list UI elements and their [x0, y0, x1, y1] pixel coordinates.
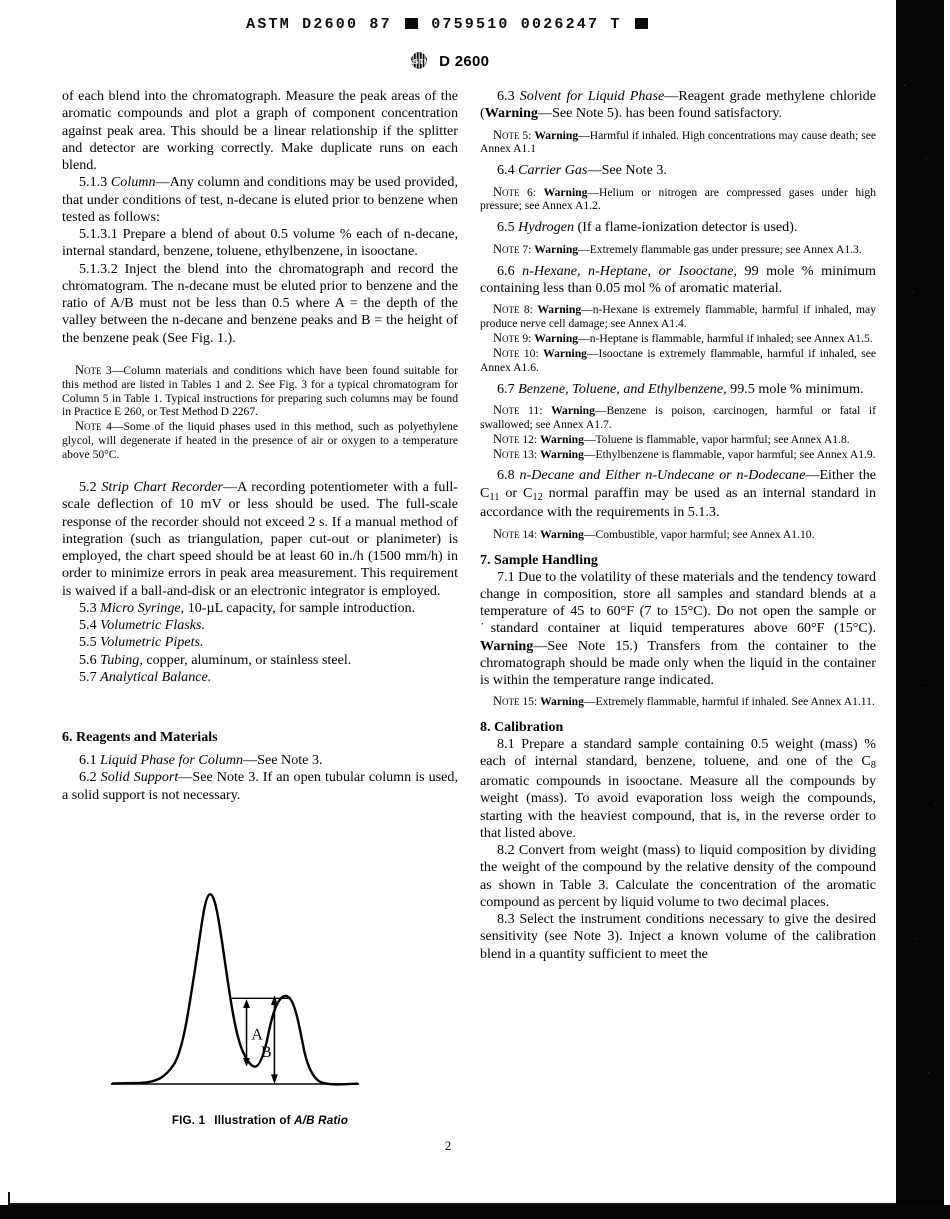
- warning-keyword: Warning: [540, 432, 584, 446]
- note-label: Note: [493, 345, 520, 360]
- heading-8-calibration: 8. Calibration: [480, 720, 564, 736]
- section-body: —See Note 3. If an open tubular column is used, a solid support is not necessary.: [62, 769, 458, 803]
- warning-keyword: Warning: [484, 105, 538, 122]
- note-label: Note: [75, 362, 102, 377]
- microfilm-block-icon: [405, 18, 418, 29]
- note-number: 10:: [523, 346, 539, 360]
- section-number: 5.1.3: [79, 174, 108, 191]
- section-5-6: [62, 652, 458, 669]
- figure-1-caption: [62, 1114, 458, 1127]
- note-number: 3: [106, 363, 112, 377]
- astm-roundel-icon: [407, 52, 431, 69]
- section-number: 6.3: [497, 88, 515, 104]
- section-6-5: [480, 219, 876, 236]
- note-label: Note: [75, 419, 102, 434]
- warning-keyword: Warning: [480, 637, 534, 654]
- section-5-7: [62, 669, 458, 686]
- section-title: Volumetric Flasks.: [100, 617, 206, 634]
- standard-title-line: [0, 52, 896, 70]
- section-body: —Any column and conditions may be used provided, that under conditions of test, n-decane is eluted prior to benzene when tested as follows:: [62, 174, 458, 225]
- note-10: [480, 346, 876, 375]
- note-body: —Some of the liquid phases used in this method, such as polyethylene glycol, will degenerate if heated in the presence of air or oxygen to a temperature above 50°C.: [62, 420, 458, 462]
- section-number: 6.2: [79, 769, 97, 786]
- figure-arrow-b-head-down: [271, 1074, 278, 1084]
- note-label: Note: [493, 127, 520, 142]
- section-6-2: [62, 769, 458, 804]
- section-number: 5.2: [79, 479, 97, 496]
- figure-trace: [113, 894, 357, 1084]
- note-4: [62, 419, 458, 462]
- note-number: 7:: [522, 242, 532, 256]
- section-5-3: [62, 600, 458, 617]
- page-number: 2: [444, 1138, 452, 1153]
- note-12: [480, 432, 876, 447]
- note-label: Note: [493, 694, 520, 709]
- paragraph-carryover: of each blend into the chromatograph. Measure the peak areas of the aromatic compounds and plot a graph of component concentration against peak area. This should be a linear relationship if the splitter and detector are working correctly. Make duplicate runs on each blend.: [62, 88, 458, 173]
- svg-text:ASTM: ASTM: [407, 57, 431, 67]
- note-body: —Ethylbenzene is flammable, vapor harmful; see Annex A1.9.: [583, 447, 876, 461]
- figure-caption-text: Illustration of: [214, 1114, 295, 1127]
- section-number: 5.5: [79, 634, 97, 651]
- section-title: Column: [110, 174, 156, 191]
- section-number: 6.5: [497, 219, 515, 236]
- warning-keyword: Warning: [540, 527, 584, 541]
- section-body: —A recording potentiometer with a full-scale deflection of 10 mV or less should be used. The full-scale response of the recorder should not exceed 2 s. If a manual method of integration (such as triangulation, paper cut-out or planimeter) is employed, the chart speed should be at least 60 in./h (1500 mm/h) in order to minimize errors in peak area measurement. This requirement is waived if a ball-and-disk or an electronic integrator is employed.: [62, 479, 458, 599]
- subscript-c12: 12: [532, 491, 543, 503]
- section-body-2: or C: [499, 484, 533, 501]
- section-body: —See Note 3.: [243, 752, 323, 769]
- note-number: 14:: [522, 527, 538, 541]
- note-3: [62, 363, 458, 420]
- section-body: 8.1 Prepare a standard sample containing 0.5 weight (mass) % each of internal standard, benzene, toluene, and one of the C: [480, 736, 876, 770]
- note-body: —n-Hexane is extremely flammable, harmful if inhaled, may produce nerve cell damage; see Annex A1.4.: [480, 303, 876, 330]
- section-8-1: [480, 736, 876, 842]
- section-number: 6.6: [497, 262, 515, 279]
- section-title: Carrier Gas: [518, 162, 588, 179]
- section-number: 5.3: [79, 599, 97, 616]
- note-label: Note: [493, 241, 520, 256]
- warning-keyword: Warning: [543, 346, 587, 360]
- section-title: Micro Syringe,: [100, 599, 185, 616]
- section-number: 6.1: [79, 752, 97, 769]
- scan-artifact-right-edge: [896, 0, 944, 1219]
- note-13: [480, 447, 876, 462]
- figure-1: [62, 878, 458, 1127]
- heading-6-reagents-and-materials: 6. Reagents and Materials: [62, 730, 218, 746]
- note-5: [480, 128, 876, 157]
- note-body: —Column materials and conditions which have been found suitable for this method are listed in Tables 1 and 2. See Fig. 3 for a typical chromatogram for Column 5 in Table 1. Typical instructions for preparing such columns may be found in Practice E 260, or Test Method D 2267.: [62, 363, 459, 419]
- section-number: 6.4: [497, 162, 515, 179]
- section-body-2: —See Note 5). has been found satisfactory.: [537, 105, 783, 122]
- section-number: 5.4: [79, 617, 97, 634]
- subscript-c11: 11: [489, 491, 500, 503]
- section-title: Benzene, Toluene, and Ethylbenzene,: [518, 380, 727, 397]
- warning-keyword: Warning: [537, 303, 582, 317]
- section-6-6: [480, 263, 876, 298]
- note-number: 11:: [528, 403, 543, 417]
- section-title: Strip Chart Recorder: [101, 479, 224, 496]
- note-number: 15:: [522, 695, 538, 709]
- section-6-3: [480, 88, 876, 123]
- figure-arrow-b-head-up: [271, 995, 278, 1005]
- section-title: Hydrogen: [518, 219, 574, 236]
- section-title: Volumetric Pipets.: [100, 634, 204, 651]
- section-6-7: [480, 381, 876, 398]
- section-body: 99 mole % minimum containing less than 0.05 mol % of aromatic material.: [480, 262, 876, 296]
- note-body: —Toluene is flammable, vapor harmful; see Annex A1.8.: [583, 432, 850, 446]
- section-title: Tubing,: [100, 651, 143, 668]
- microfilm-designation: ASTM D2600 87: [246, 16, 392, 33]
- section-body: copper, aluminum, or stainless steel.: [142, 651, 352, 668]
- warning-keyword: Warning: [551, 403, 595, 417]
- section-6-4: [480, 162, 876, 179]
- note-number: 4: [106, 420, 112, 434]
- note-label: Note: [493, 184, 520, 199]
- section-5-1-3: [62, 174, 458, 226]
- section-number: 5.6: [79, 651, 97, 668]
- section-body-2: —See Note 15.) Transfers from the container to the chromatograph should be made only when the liquid in the container is within the temperature range indicated.: [480, 637, 876, 689]
- microfilm-header: [0, 16, 896, 33]
- note-9: [480, 331, 876, 346]
- subscript-c8: 8: [870, 760, 876, 772]
- section-6-8: [480, 467, 876, 521]
- section-5-1-3-2: 5.1.3.2 Inject the blend into the chromatograph and record the chromatogram. The n-decane must be eluted prior to benzene and the ratio of A/B must not be less than 0.5 where A = the depth of the valley between the n-decane and benzene peaks and B = the height of the benzene peak (See Fig. 1.).: [62, 260, 458, 346]
- note-number: 12:: [522, 432, 538, 446]
- note-label: Note: [493, 402, 520, 417]
- scan-artifact-bottom-edge: [0, 1205, 950, 1219]
- section-title: Solvent for Liquid Phase: [519, 88, 665, 104]
- note-body: —Benzene is poison, carcinogen, harmful or fatal if swallowed; see Annex A1.7.: [480, 403, 876, 431]
- note-number: 8:: [523, 303, 533, 317]
- note-15: [480, 694, 876, 709]
- note-number: 9:: [522, 331, 532, 345]
- note-label: Note: [493, 526, 520, 541]
- page-title: D 2600: [439, 53, 490, 70]
- section-6-1: [62, 752, 458, 769]
- warning-keyword: Warning: [540, 447, 584, 461]
- section-body-3: normal paraffin may be used as an internal standard in accordance with the requirements in 5.1.3.: [480, 484, 877, 521]
- section-body-2: aromatic compounds in isooctane. Measure all the compounds by weight (mass). To avoid evaporation loss weigh the compounds, starting with the heaviest compound, that is, in the reverse order to that listed above.: [480, 773, 876, 841]
- note-body: —Isooctane is extremely flammable, harmful if inhaled, see Annex A1.6.: [480, 346, 876, 374]
- note-7: [480, 242, 876, 257]
- note-14: [480, 527, 876, 542]
- section-5-2: [62, 479, 458, 600]
- note-label: Note: [493, 446, 520, 461]
- section-title: n-Decane and Either n-Undecane or n-Dodecane: [519, 467, 806, 484]
- note-label: Note: [493, 431, 520, 446]
- section-number: 6.8: [497, 467, 515, 484]
- warning-keyword: Warning: [534, 128, 579, 142]
- microfilm-block-icon-2: [635, 18, 648, 29]
- note-label: Note: [493, 302, 520, 317]
- section-title: Liquid Phase for Column: [100, 752, 244, 769]
- section-body: —Either the C: [480, 467, 876, 501]
- right-column: [480, 88, 876, 963]
- figure-label-b: B: [260, 1044, 272, 1062]
- section-body: 7.1 Due to the volatility of these materials and the tendency toward change in composition, store all samples and standard blends at a temperature of 45 to 60°F (7 to 15°C). Do not open the sample or ˙standard container at liquid temperatures above 60°F (15°C).: [480, 568, 876, 637]
- note-body: —Extremely flammable gas under pressure; see Annex A1.3.: [578, 242, 862, 256]
- section-body: —See Note 3.: [587, 162, 667, 179]
- section-title: Solid Support: [100, 769, 179, 786]
- section-body: —Reagent grade methylene chloride (: [480, 88, 876, 122]
- warning-keyword: Warning: [540, 695, 584, 709]
- note-11: [480, 403, 876, 432]
- note-number: 13:: [522, 447, 538, 461]
- section-8-3: 8.3 Select the instrument conditions necessary to give the desired sensitivity (see Note 3). Inject a known volume of the calibration blend in a quantity sufficient to meet the: [480, 911, 876, 962]
- section-body: 10-µL capacity, for sample introduction.: [184, 599, 416, 616]
- note-body: —Harmful if inhaled. High concentrations may cause death; see Annex A1.1: [480, 128, 877, 156]
- note-body: —Combustible, vapor harmful; see Annex A1.10.: [583, 527, 815, 541]
- warning-keyword: Warning: [534, 331, 579, 345]
- figure-caption-emphasis: A/B Ratio: [294, 1114, 349, 1127]
- microfilm-code: 0759510 0026247 T: [431, 16, 622, 33]
- section-8-2: 8.2 Convert from weight (mass) to liquid composition by dividing the weight of the compound by the relative density of the compound as shown in Table 3. Calculate the concentration of the aromatic compound as percent by liquid volume to two decimal places.: [480, 842, 876, 910]
- section-title: Analytical Balance.: [100, 668, 212, 685]
- section-5-1-3-1: 5.1.3.1 Prepare a blend of about 0.5 volume % each of n-decane, internal standard, benzene, toluene, ethylbenzene, in isooctane.: [62, 226, 458, 260]
- note-label: Note: [493, 330, 520, 345]
- section-7-1: [480, 569, 876, 690]
- section-title: n-Hexane, n-Heptane, or Isooctane,: [522, 262, 737, 279]
- note-6: [480, 185, 876, 214]
- figure-arrow-a-head-up: [243, 999, 250, 1008]
- section-5-5: [62, 634, 458, 651]
- note-number: 5:: [522, 128, 532, 142]
- note-body: —Helium or nitrogen are compressed gases under high pressure; see Annex A1.2.: [480, 185, 876, 213]
- note-body: —Extremely flammable, harmful if inhaled. See Annex A1.11.: [583, 695, 875, 709]
- section-body: 99.5 mole % minimum.: [726, 380, 864, 397]
- figure-1-chromatogram: [101, 878, 419, 1109]
- heading-7-sample-handling: 7. Sample Handling: [480, 552, 598, 568]
- warning-keyword: Warning: [534, 242, 579, 256]
- warning-keyword: Warning: [543, 185, 588, 199]
- figure-label-a: A: [251, 1026, 263, 1044]
- section-5-4: [62, 617, 458, 634]
- note-body: —n-Heptane is flammable, harmful if inhaled; see Annex A1.5.: [578, 331, 873, 345]
- note-number: 6:: [527, 185, 537, 199]
- section-body: (If a flame-ionization detector is used).: [574, 219, 798, 236]
- left-column: [62, 88, 458, 804]
- section-number: 5.7: [79, 668, 97, 685]
- section-number: 6.7: [497, 380, 515, 397]
- figure-caption-label: FIG. 1: [171, 1114, 206, 1127]
- note-8: [480, 302, 876, 331]
